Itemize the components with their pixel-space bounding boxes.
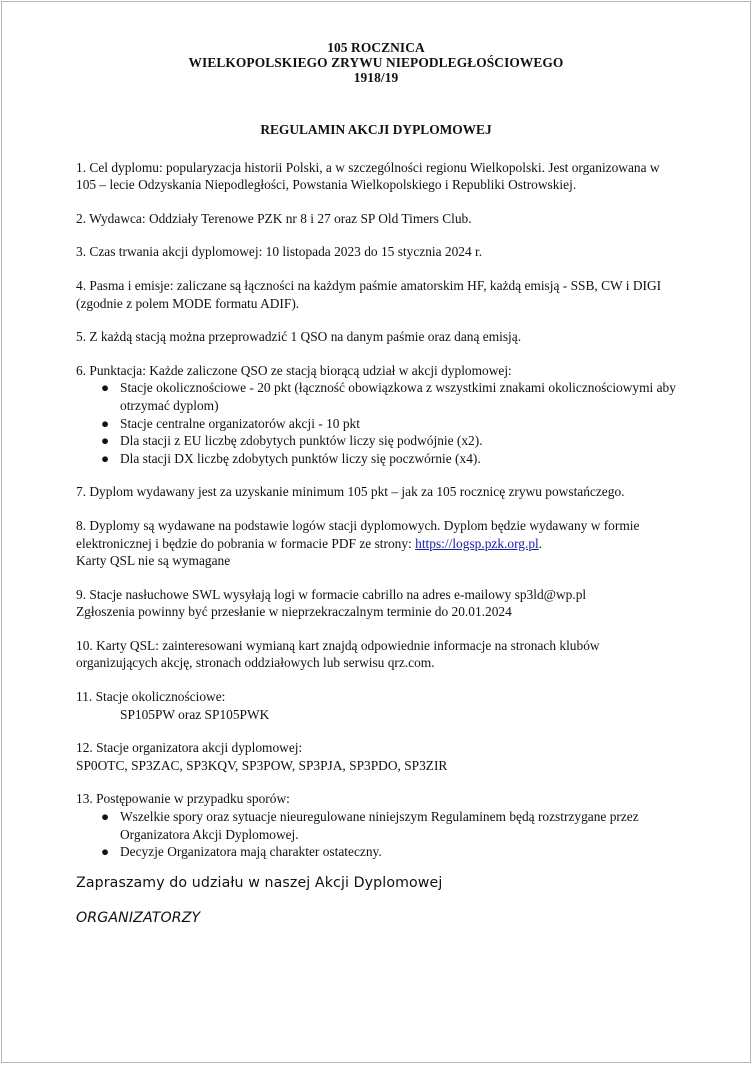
scoring-list bbox=[76, 379, 676, 467]
section-6 bbox=[76, 362, 676, 468]
title-line-2: WIELKOPOLSKIEGO ZRYWU NIEPODLEGŁOŚCIOWEGO bbox=[188, 55, 564, 70]
logsp-link[interactable]: https://logsp.pzk.org.pl bbox=[415, 535, 539, 551]
section-10: 10. Karty QSL: zainteresowani wymianą kart znajdą odpowiednie informacje na stronach klubów organizujących akcję, stronach oddziałowych lub serwisu qrz.com. bbox=[76, 637, 600, 671]
bullet-icon: ● bbox=[101, 380, 110, 396]
list-item: ● Stacje centralne organizatorów akcji - 10 pkt bbox=[101, 415, 360, 431]
section-6-intro: 6. Punktacja: Każde zaliczone QSO ze stacją biorącą udział w akcji dyplomowej: bbox=[76, 362, 512, 378]
section-7: 7. Dyplom wydawany jest za uzyskanie minimum 105 pkt – jak za 105 rocznicę zrywu powstańczego. bbox=[76, 484, 625, 500]
bullet-icon: ● bbox=[101, 433, 110, 449]
bullet-icon: ● bbox=[101, 450, 110, 466]
invitation-text: Zapraszamy do udziału w naszej Akcji Dyplomowej bbox=[76, 874, 443, 891]
section-4: 4. Pasma i emisje: zaliczane są łączności na każdym paśmie amatorskim HF, każdą emisją - SSB, CW i DIGI (zgodnie z polem MODE formatu ADIF). bbox=[76, 277, 662, 311]
section-5: 5. Z każdą stacją można przeprowadzić 1 QSO na danym paśmie oraz daną emisją. bbox=[76, 329, 522, 345]
section-2: 2. Wydawca: Oddziały Terenowe PZK nr 8 i 27 oraz SP Old Timers Club. bbox=[76, 210, 472, 226]
document-page bbox=[1, 1, 751, 1063]
document-subtitle: REGULAMIN AKCJI DYPLOMOWEJ bbox=[260, 122, 492, 137]
title-line-1: 105 ROCZNICA bbox=[327, 40, 425, 55]
disputes-list bbox=[76, 808, 676, 861]
section-8-text: 8. Dyplomy są wydawane na podstawie logów stacji dyplomowych. Dyplom będzie wydawany w formie elektronicznej i będzie do pobrania w formacie PDF ze strony: bbox=[76, 517, 640, 551]
section-11-title: 11. Stacje okolicznościowe: bbox=[76, 689, 226, 705]
list-item: ● Dla stacji z EU liczbę zdobytych punktów liczy się podwójnie (x2). bbox=[101, 433, 483, 449]
organizers-signature: ORGANIZATORZY bbox=[76, 910, 201, 927]
section-9-line-2: Zgłoszenia powinny być przesłanie w nieprzekraczalnym terminie do 20.01.2024 bbox=[76, 604, 512, 620]
section-9-line-1: 9. Stacje nasłuchowe SWL wysyłają logi w formacie cabrillo na adres e-mailowy sp3ld@wp.pl bbox=[76, 586, 587, 602]
section-1: 1. Cel dyplomu: popularyzacja historii Polski, a w szczególności regionu Wielkopolski. Jest organizowana w 105 – lecie Odzyskania Niepodległości, Powstania Wielkopolskiego i Republiki Ostrowskiej. bbox=[76, 159, 660, 193]
section-11-stations: SP105PW oraz SP105PWK bbox=[120, 706, 270, 722]
section-11 bbox=[76, 688, 676, 723]
section-12 bbox=[76, 739, 676, 774]
section-8-qsl-note: Karty QSL nie są wymagane bbox=[76, 553, 231, 569]
section-13 bbox=[76, 790, 676, 860]
document-title bbox=[76, 40, 676, 85]
section-12-title: 12. Stacje organizatora akcji dyplomowej: bbox=[76, 740, 303, 756]
list-item: ● Dla stacji DX liczbę zdobytych punktów liczy się poczwórnie (x4). bbox=[101, 450, 481, 466]
list-item: ● Wszelkie spory oraz sytuacje nieuregulowane niniejszym Regulaminem będą rozstrzygane przez Organizatora Akcji Dyplomowej. bbox=[101, 809, 639, 842]
document-content bbox=[76, 40, 676, 928]
section-3: 3. Czas trwania akcji dyplomowej: 10 listopada 2023 do 15 stycznia 2024 r. bbox=[76, 244, 483, 260]
section-13-title: 13. Postępowanie w przypadku sporów: bbox=[76, 791, 290, 807]
bullet-icon: ● bbox=[101, 415, 110, 431]
list-item: ● Stacje okolicznościowe - 20 pkt (łączność obowiązkowa z wszystkimi znakami okolicznościowymi aby otrzymać dyplom) bbox=[101, 380, 676, 413]
section-9 bbox=[76, 586, 676, 621]
list-item: ● Decyzje Organizatora mają charakter ostateczny. bbox=[101, 844, 382, 860]
section-12-stations: SP0OTC, SP3ZAC, SP3KQV, SP3POW, SP3PJA, SP3PDO, SP3ZIR bbox=[76, 757, 448, 773]
bullet-icon: ● bbox=[101, 844, 110, 860]
bullet-icon: ● bbox=[101, 809, 110, 825]
title-line-3: 1918/19 bbox=[353, 70, 399, 85]
section-8: 8. Dyplomy są wydawane na podstawie logów stacji dyplomowych. Dyplom będzie wydawany w formie elektronicznej i będzie do pobrania w formacie PDF ze strony: https://logsp.pzk.org.pl. Karty QSL nie są wymagane bbox=[76, 517, 640, 569]
